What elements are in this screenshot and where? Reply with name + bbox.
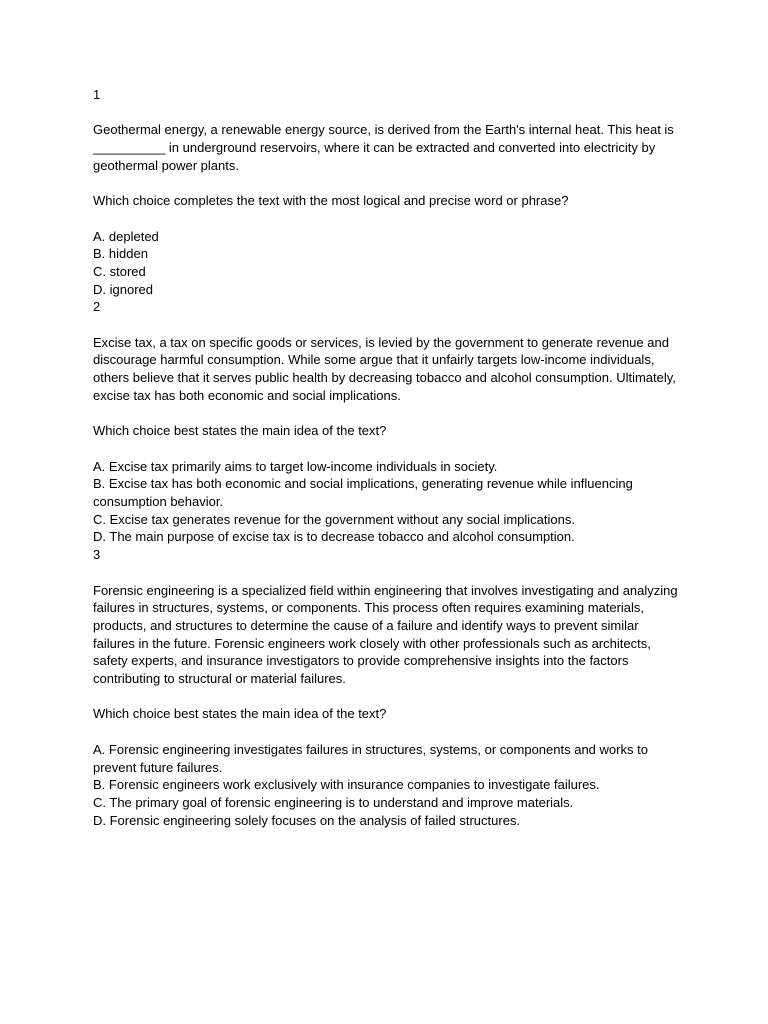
answer-choice: C. stored bbox=[93, 263, 146, 279]
question-3 bbox=[93, 546, 683, 829]
answer-choices bbox=[93, 741, 683, 830]
answer-choice: B. hidden bbox=[93, 246, 148, 262]
question-prompt: Which choice best states the main idea of the text? bbox=[93, 423, 387, 439]
question-1 bbox=[93, 86, 683, 298]
question-number: 1 bbox=[93, 87, 101, 102]
answer-choice: B. Forensic engineers work exclusively with insurance companies to investigate failures. bbox=[93, 777, 600, 793]
answer-choices bbox=[93, 458, 683, 547]
question-prompt: Which choice completes the text with the most logical and precise word or phrase? bbox=[93, 193, 569, 209]
answer-choice: D. ignored bbox=[93, 281, 153, 297]
answer-choice: A. depleted bbox=[93, 228, 159, 244]
answer-choice: A. Forensic engineering investigates failures in structures, systems, or components and works to prevent future failures. bbox=[93, 741, 648, 775]
question-number: 2 bbox=[93, 299, 101, 315]
answer-choice: C. The primary goal of forensic engineering is to understand and improve materials. bbox=[93, 794, 574, 810]
answer-choice: D. The main purpose of excise tax is to decrease tobacco and alcohol consumption. bbox=[93, 529, 575, 545]
question-passage: Forensic engineering is a specialized field within engineering that involves investigating and analyzing failures in structures, systems, or components. This process often requires examining materials, products, and structures to determine the cause of a failure and identify ways to prevent similar failures in the future. Forensic engineers work closely with other professionals such as architects, safety experts, and insurance investigators to provide comprehensive insights into the factors contributing to structural or material failures. bbox=[93, 582, 678, 687]
answer-choice: A. Excise tax primarily aims to target low-income individuals in society. bbox=[93, 458, 498, 474]
question-number: 3 bbox=[93, 547, 101, 563]
question-passage: Geothermal energy, a renewable energy source, is derived from the Earth's internal heat. This heat is __________ in underground reservoirs, where it can be extracted and converted into electricity by geothermal power plants. bbox=[93, 122, 674, 173]
answer-choices bbox=[93, 228, 683, 299]
answer-choice: B. Excise tax has both economic and social implications, generating revenue while influencing consumption behavior. bbox=[93, 476, 633, 510]
question-prompt: Which choice best states the main idea of the text? bbox=[93, 706, 387, 722]
question-2 bbox=[93, 298, 683, 546]
answer-choice: D. Forensic engineering solely focuses on the analysis of failed structures. bbox=[93, 812, 521, 828]
document-page bbox=[93, 86, 683, 829]
answer-choice: C. Excise tax generates revenue for the government without any social implications. bbox=[93, 511, 575, 527]
question-passage: Excise tax, a tax on specific goods or services, is levied by the government to generate revenue and discourage harmful consumption. While some argue that it unfairly targets low-income individuals, others believe that it serves public health by decreasing tobacco and alcohol consumption. Ultimately, excise tax has both economic and social implications. bbox=[93, 334, 676, 403]
